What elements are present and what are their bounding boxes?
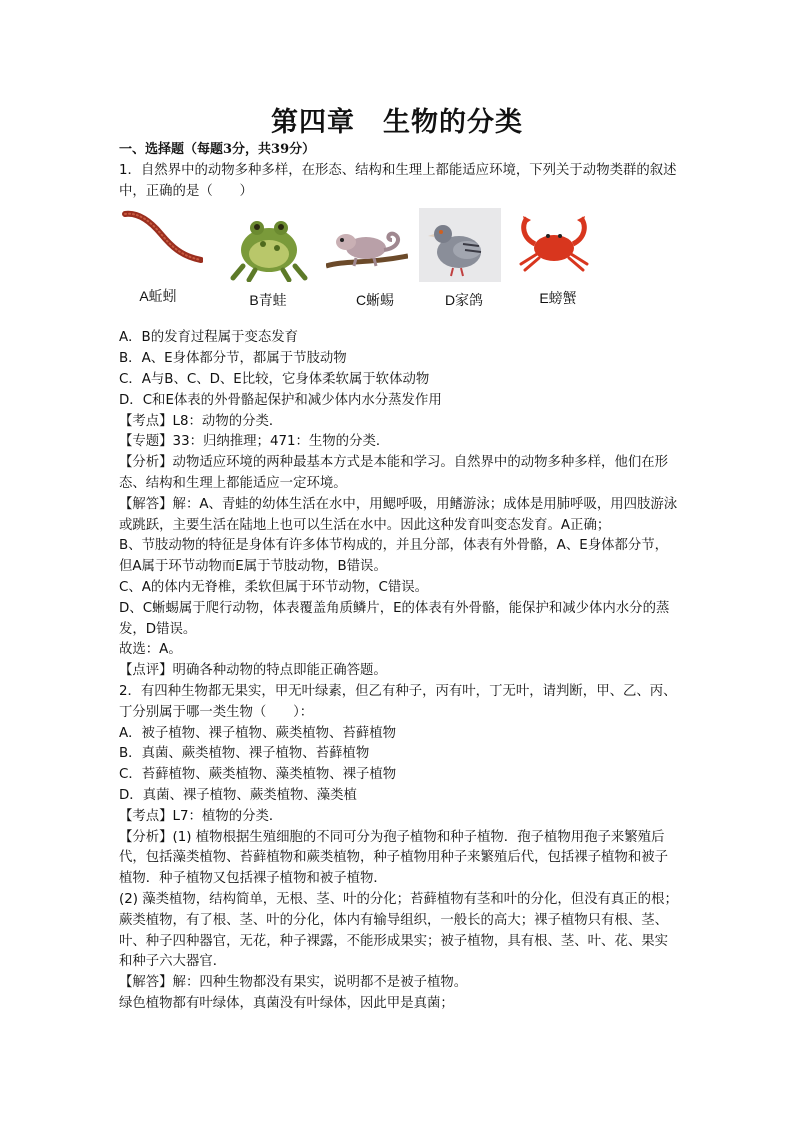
caption-pigeon: D家鸽 [444, 292, 484, 309]
animal-c [326, 208, 408, 309]
q1-kaodian: 【考点】L8：动物的分类． [119, 413, 283, 429]
section-heading: 一、选择题（每题3分，共39分） [119, 142, 316, 157]
q1-dianping: 【点评】明确各种动物的特点即能正确答题。 [119, 663, 387, 679]
q2-kaodian: 【考点】L7：植物的分类． [119, 808, 283, 824]
q2-fenxi-2: (2) 藻类植物，结构简单，无根、茎、叶的分化；苔藓植物有茎和叶的分化，但没有真正的根；蕨类植物，有了根、茎、叶的分化，体内有输导组织，一般长的高大；裸子植物只有根、茎、叶、种子四种器官，无花，种子裸露，不能形成果实；被子植物，具有根、茎、叶、花、果实和种子六大器官． [119, 891, 678, 970]
frog-image [227, 208, 309, 282]
q1-fenxi: 【分析】动物适应环境的两种最基本方式是本能和学习。自然界中的动物多种多样，他们在形态、结构和生理上都能适应一定环境。 [119, 455, 669, 491]
caption-chameleon: C蜥蜴 [355, 292, 395, 309]
animal-d [419, 208, 501, 309]
animal-b [227, 208, 309, 309]
q1-jieda-3: C、A的体内无脊椎，柔软但属于环节动物，C错误。 [119, 579, 429, 595]
q2-jieda-2: 绿色植物都有叶绿体，真菌没有叶绿体，因此甲是真菌； [119, 995, 454, 1011]
q1-answer: 故选：A。 [119, 642, 182, 658]
q2-option-a: A．被子植物、裸子植物、蕨类植物、苔藓植物 [119, 725, 396, 741]
q1-jieda-2: B、节肢动物的特征是身体有许多体节构成的，并且分部，体表有外骨骼，A、E身体都分节，但A属于环节动物而E属于节肢动物，B错误。 [119, 538, 669, 575]
animal-a [121, 208, 203, 305]
crab-image [513, 208, 595, 282]
pigeon-image [419, 208, 501, 282]
document-body [119, 140, 679, 1015]
page-title: 第四章 生物的分类 [271, 107, 523, 138]
q2-jieda-1: 【解答】解：四种生物都没有果实，说明都不是被子植物。 [119, 975, 468, 991]
q2-option-c: C．苔藓植物、蕨类植物、藻类植物、裸子植物 [119, 767, 397, 783]
animal-e [513, 208, 595, 307]
chameleon-image [326, 208, 408, 282]
q1-zhuanti: 【专题】33：归纳推理；471：生物的分类． [119, 434, 390, 450]
q2-option-b: B．真菌、蕨类植物、裸子植物、苔藓植物 [119, 746, 370, 762]
q1-jieda-1: 【解答】解：A、青蛙的幼体生活在水中，用鳃呼吸，用鳍游泳；成体是用肺呼吸，用四肢游泳或跳跃，主要生活在陆地上也可以生活在水中。因此这种发育叫变态发育。A正确； [119, 496, 678, 533]
animal-image-row [119, 208, 679, 320]
q1-option-d: D．C和E体表的外骨骼起保护和减少体内水分蒸发作用 [119, 392, 442, 408]
q1-option-b: B．A、E身体都分节，都属于节肢动物 [119, 351, 347, 367]
question-1-stem: 1．自然界中的动物多种多样，在形态、结构和生理上都能适应环境，下列关于动物类群的叙述中，正确的是（ ） [119, 162, 677, 199]
q1-option-a: A．B的发育过程属于变态发育 [119, 330, 299, 346]
q1-option-c: C．A与B、C、D、E比较，它身体柔软属于软体动物 [119, 371, 430, 387]
caption-frog: B青蛙 [249, 292, 287, 309]
q2-option-d: D．真菌、裸子植物、蕨类植物、藻类植 [119, 787, 357, 803]
q2-fenxi-1: 【分析】(1) 植物根据生殖细胞的不同可分为孢子植物和种子植物．孢子植物用孢子来繁殖后代，包括藻类植物、苔藓植物和蕨类植物，种子植物用种子来繁殖后代，包括裸子植物和被子植物．种子植物又包括裸子植物和被子植物． [119, 829, 669, 887]
caption-crab: E螃蟹 [539, 290, 577, 307]
question-2-stem: 2．有四种生物都无果实，甲无叶绿素，但乙有种子，丙有叶，丁无叶，请判断，甲、乙、丙、丁分别属于哪一类生物（ ）： [119, 683, 677, 720]
earthworm-image [121, 208, 203, 282]
q1-jieda-4: D、C蜥蜴属于爬行动物，体表覆盖角质鳞片，E的体表有外骨骼，能保护和减少体内水分的蒸发，D错误。 [119, 600, 670, 637]
caption-earthworm: A蚯蚓 [139, 288, 177, 305]
